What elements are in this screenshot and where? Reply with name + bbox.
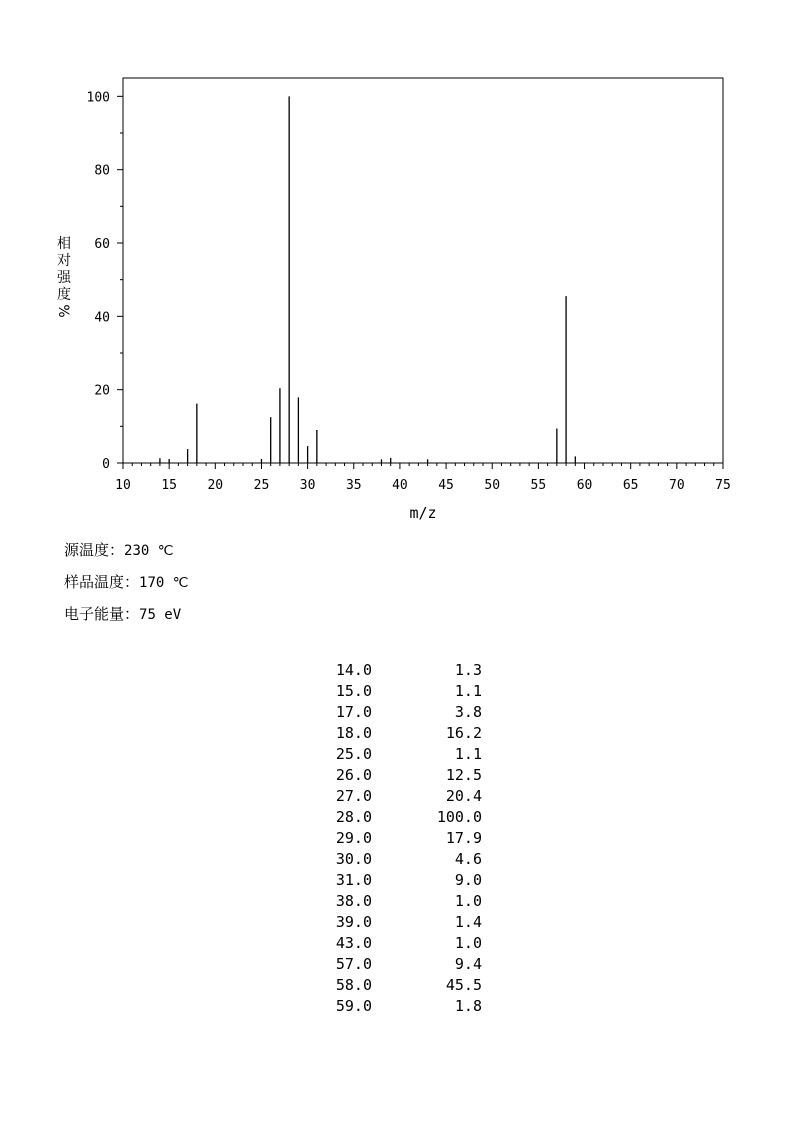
intensity-cell: 45.5 (445, 976, 482, 994)
table-row (300, 681, 482, 702)
spectrum-peaks (160, 96, 575, 463)
source-temperature (64, 541, 173, 560)
y-label-char: 对 (57, 253, 71, 269)
mass-spectrum-chart (0, 0, 794, 530)
intensity-cell: 3.8 (454, 703, 482, 721)
table-row (300, 786, 482, 807)
table-row (300, 870, 482, 891)
sample-temperature-label: 样品温度： (64, 573, 140, 591)
x-tick-label: 55 (530, 478, 547, 493)
x-tick-label: 10 (115, 478, 131, 493)
table-row (300, 765, 482, 786)
intensity-cell: 1.0 (454, 892, 482, 910)
mz-cell: 26.0 (335, 766, 372, 784)
intensity-cell: 1.0 (454, 934, 482, 952)
plot-frame (123, 78, 723, 463)
intensity-cell: 12.5 (445, 766, 482, 784)
peak-table (300, 660, 482, 1017)
x-tick-label: 75 (715, 478, 731, 493)
intensity-cell: 1.8 (454, 997, 482, 1015)
table-row (300, 849, 482, 870)
table-row (300, 933, 482, 954)
table-row (300, 660, 482, 681)
y-axis-ticks (87, 90, 123, 472)
mz-cell: 38.0 (335, 892, 372, 910)
table-row (300, 954, 482, 975)
mz-cell: 59.0 (335, 997, 372, 1015)
y-label-char: 强 (57, 270, 71, 286)
x-tick-label: 65 (622, 478, 639, 493)
x-tick-label: 25 (253, 478, 270, 493)
intensity-cell: 9.0 (454, 871, 482, 889)
table-row (300, 828, 482, 849)
electron-energy (64, 605, 181, 624)
mz-cell: 39.0 (335, 913, 372, 931)
sample-temperature (64, 573, 188, 592)
intensity-cell: 16.2 (445, 724, 482, 742)
x-tick-label: 50 (484, 478, 501, 493)
x-axis-ticks (115, 463, 731, 493)
y-label-char: 度 (57, 287, 71, 303)
mz-cell: 28.0 (335, 808, 372, 826)
intensity-cell: 1.4 (454, 913, 482, 931)
table-row (300, 912, 482, 933)
mz-cell: 58.0 (335, 976, 372, 994)
x-tick-label: 70 (669, 478, 685, 493)
x-tick-label: 60 (576, 478, 593, 493)
intensity-cell: 100.0 (436, 808, 482, 826)
y-tick-label: 40 (94, 310, 110, 326)
source-temperature-label: 源温度： (64, 541, 125, 559)
intensity-cell: 1.3 (454, 661, 482, 679)
table-row (300, 807, 482, 828)
y-tick-label: 0 (102, 457, 110, 472)
mz-cell: 17.0 (335, 703, 372, 721)
y-tick-label: 100 (86, 90, 110, 106)
y-label-char: % (55, 304, 71, 318)
table-row (300, 975, 482, 996)
mz-cell: 57.0 (335, 955, 372, 973)
y-tick-label: 60 (94, 237, 110, 252)
mz-cell: 25.0 (335, 745, 372, 763)
intensity-cell: 4.6 (454, 850, 482, 868)
source-temperature-value: 230 ℃ (124, 543, 174, 559)
x-tick-label: 35 (345, 478, 362, 493)
mz-cell: 14.0 (335, 661, 372, 679)
x-tick-label: 40 (392, 478, 408, 493)
mz-cell: 18.0 (335, 724, 372, 742)
mz-cell: 43.0 (335, 934, 372, 952)
mz-cell: 15.0 (335, 682, 372, 700)
intensity-cell: 1.1 (454, 745, 482, 763)
mz-cell: 27.0 (335, 787, 372, 805)
x-axis-label: m/z (409, 504, 437, 522)
table-row (300, 702, 482, 723)
table-row (300, 744, 482, 765)
y-axis-label (55, 235, 72, 318)
table-row (300, 723, 482, 744)
sample-temperature-value: 170 ℃ (139, 575, 189, 591)
mz-cell: 29.0 (335, 829, 372, 847)
mz-cell: 30.0 (335, 850, 372, 868)
x-tick-label: 30 (299, 478, 316, 493)
mz-cell: 31.0 (335, 871, 372, 889)
y-label-char: 相 (57, 236, 71, 252)
x-tick-label: 15 (161, 478, 177, 493)
intensity-cell: 17.9 (445, 829, 482, 847)
y-tick-label: 20 (94, 383, 110, 399)
table-row (300, 891, 482, 912)
table-row (300, 996, 482, 1017)
x-tick-label: 45 (438, 478, 454, 493)
intensity-cell: 9.4 (454, 955, 482, 973)
electron-energy-value: 75 eV (139, 607, 182, 623)
x-tick-label: 20 (207, 478, 224, 493)
y-tick-label: 80 (94, 163, 110, 179)
intensity-cell: 20.4 (445, 787, 482, 805)
electron-energy-label: 电子能量： (64, 605, 140, 623)
intensity-cell: 1.1 (454, 682, 482, 700)
